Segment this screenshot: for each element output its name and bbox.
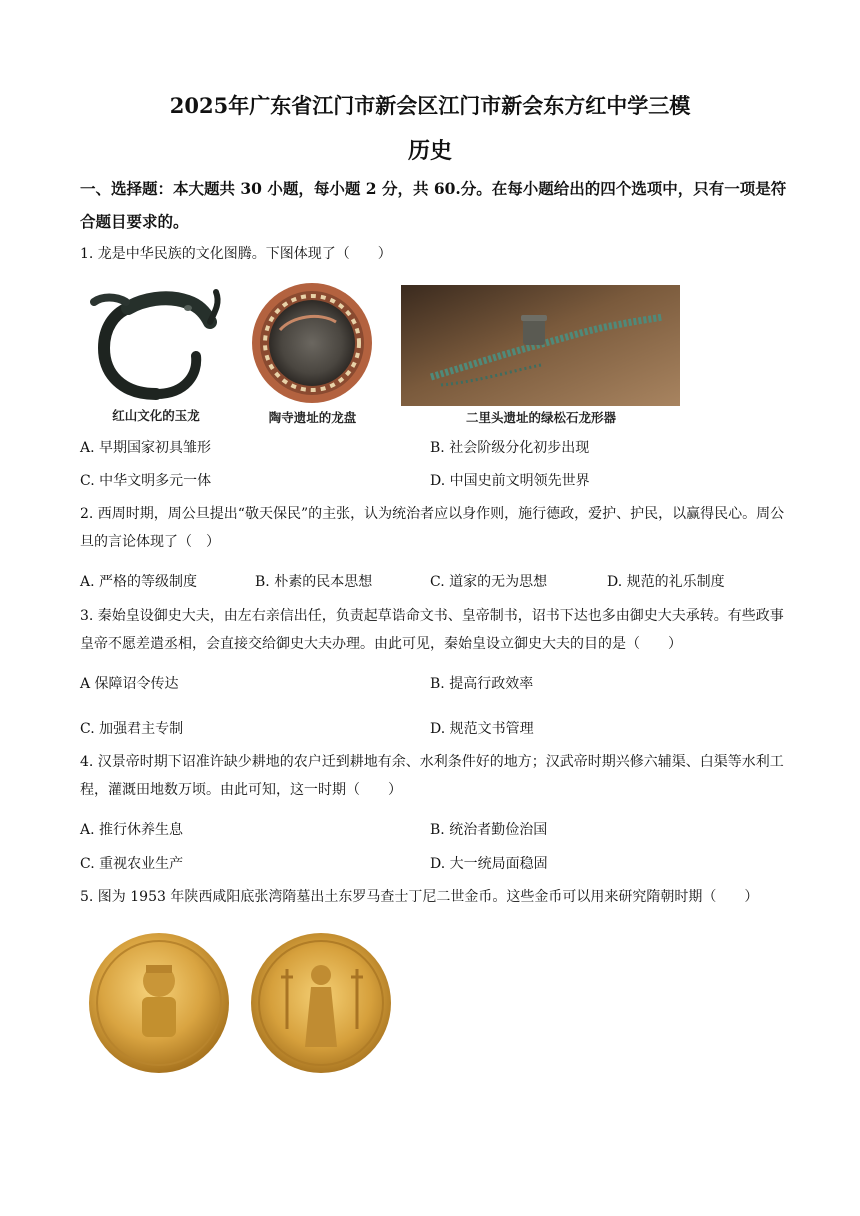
question-2-stem: 2. 西周时期，周公旦提出“敬天保民”的主张，认为统治者应以身作则，施行德政，爱护、护民，以赢得民心。周公旦的言论体现了（ ）: [80, 506, 785, 550]
question-4-stem: 4. 汉景帝时期下诏准许缺少耕地的农户迁到耕地有余、水利条件好的地方；汉武帝时期兴修六辅渠、白渠等水利工程，灌溉田地数万顷。由此可知，这一时期（ ）: [80, 754, 784, 798]
dragon-plate-image: [240, 280, 385, 425]
question-1-stem: 1. 龙是中华民族的文化图腾。下图体现了（ ）: [80, 246, 392, 262]
q1-option-a[interactable]: A. 早期国家初具雏形: [80, 440, 212, 456]
gold-coin-reverse-image: [247, 929, 395, 1077]
subject-title: 历史: [407, 138, 452, 164]
q1-option-d[interactable]: D. 中国史前文明领先世界: [430, 473, 590, 489]
q3-option-c[interactable]: C. 加强君主专制: [80, 721, 184, 737]
jade-dragon-image: [82, 282, 230, 422]
question-3-stem: 3. 秦始皇设御史大夫，由左右亲信出任，负责起草诰命文书、皇帝制书，诏书下达也多由御史大夫承转。有些政事皇帝不愿差遣丞相，会直接交给御史大夫办理。由此可见，秦始皇设立御史大夫的目的是（ ）: [80, 608, 784, 652]
q4-option-b[interactable]: B. 统治者勤俭治国: [430, 822, 548, 838]
q2-option-d[interactable]: D. 规范的礼乐制度: [607, 574, 725, 590]
section-heading: 一、选择题：本大题共 30 小题，每小题 2 分，共 60.分。在每小题给出的四个选项中，只有一项是符合题目要求的。: [80, 179, 787, 231]
q4-option-c[interactable]: C. 重视农业生产: [80, 856, 184, 872]
q4-option-a[interactable]: A. 推行休养生息: [80, 822, 184, 838]
q3-option-a[interactable]: A 保障诏令传达: [80, 676, 179, 692]
caption-jade-dragon: 红山文化的玉龙: [112, 408, 200, 423]
gold-coin-obverse-image: [84, 929, 234, 1077]
q3-option-b[interactable]: B. 提高行政效率: [430, 676, 534, 692]
caption-dragon-plate: 陶寺遗址的龙盘: [268, 410, 357, 425]
q4-option-d[interactable]: D. 大一统局面稳固: [430, 856, 548, 872]
question-5-stem: 5. 图为 1953 年陕西咸阳底张湾隋墓出土东罗马查士丁尼二世金币。这些金币可以用来研究隋朝时期（ ）: [80, 889, 759, 905]
caption-turquoise-dragon: 二里头遗址的绿松石龙形器: [465, 410, 616, 425]
q3-option-d[interactable]: D. 规范文书管理: [430, 721, 534, 737]
q1-option-c[interactable]: C. 中华文明多元一体: [80, 473, 212, 489]
q2-option-b[interactable]: B. 朴素的民本思想: [255, 574, 373, 590]
document-title: 2025年广东省江门市新会区江门市新会东方红中学三模: [169, 93, 691, 118]
q1-option-b[interactable]: B. 社会阶级分化初步出现: [430, 440, 590, 456]
q2-option-a[interactable]: A. 严格的等级制度: [80, 574, 198, 590]
q2-option-c[interactable]: C. 道家的无为思想: [430, 574, 548, 590]
turquoise-dragon-image: [401, 285, 681, 425]
